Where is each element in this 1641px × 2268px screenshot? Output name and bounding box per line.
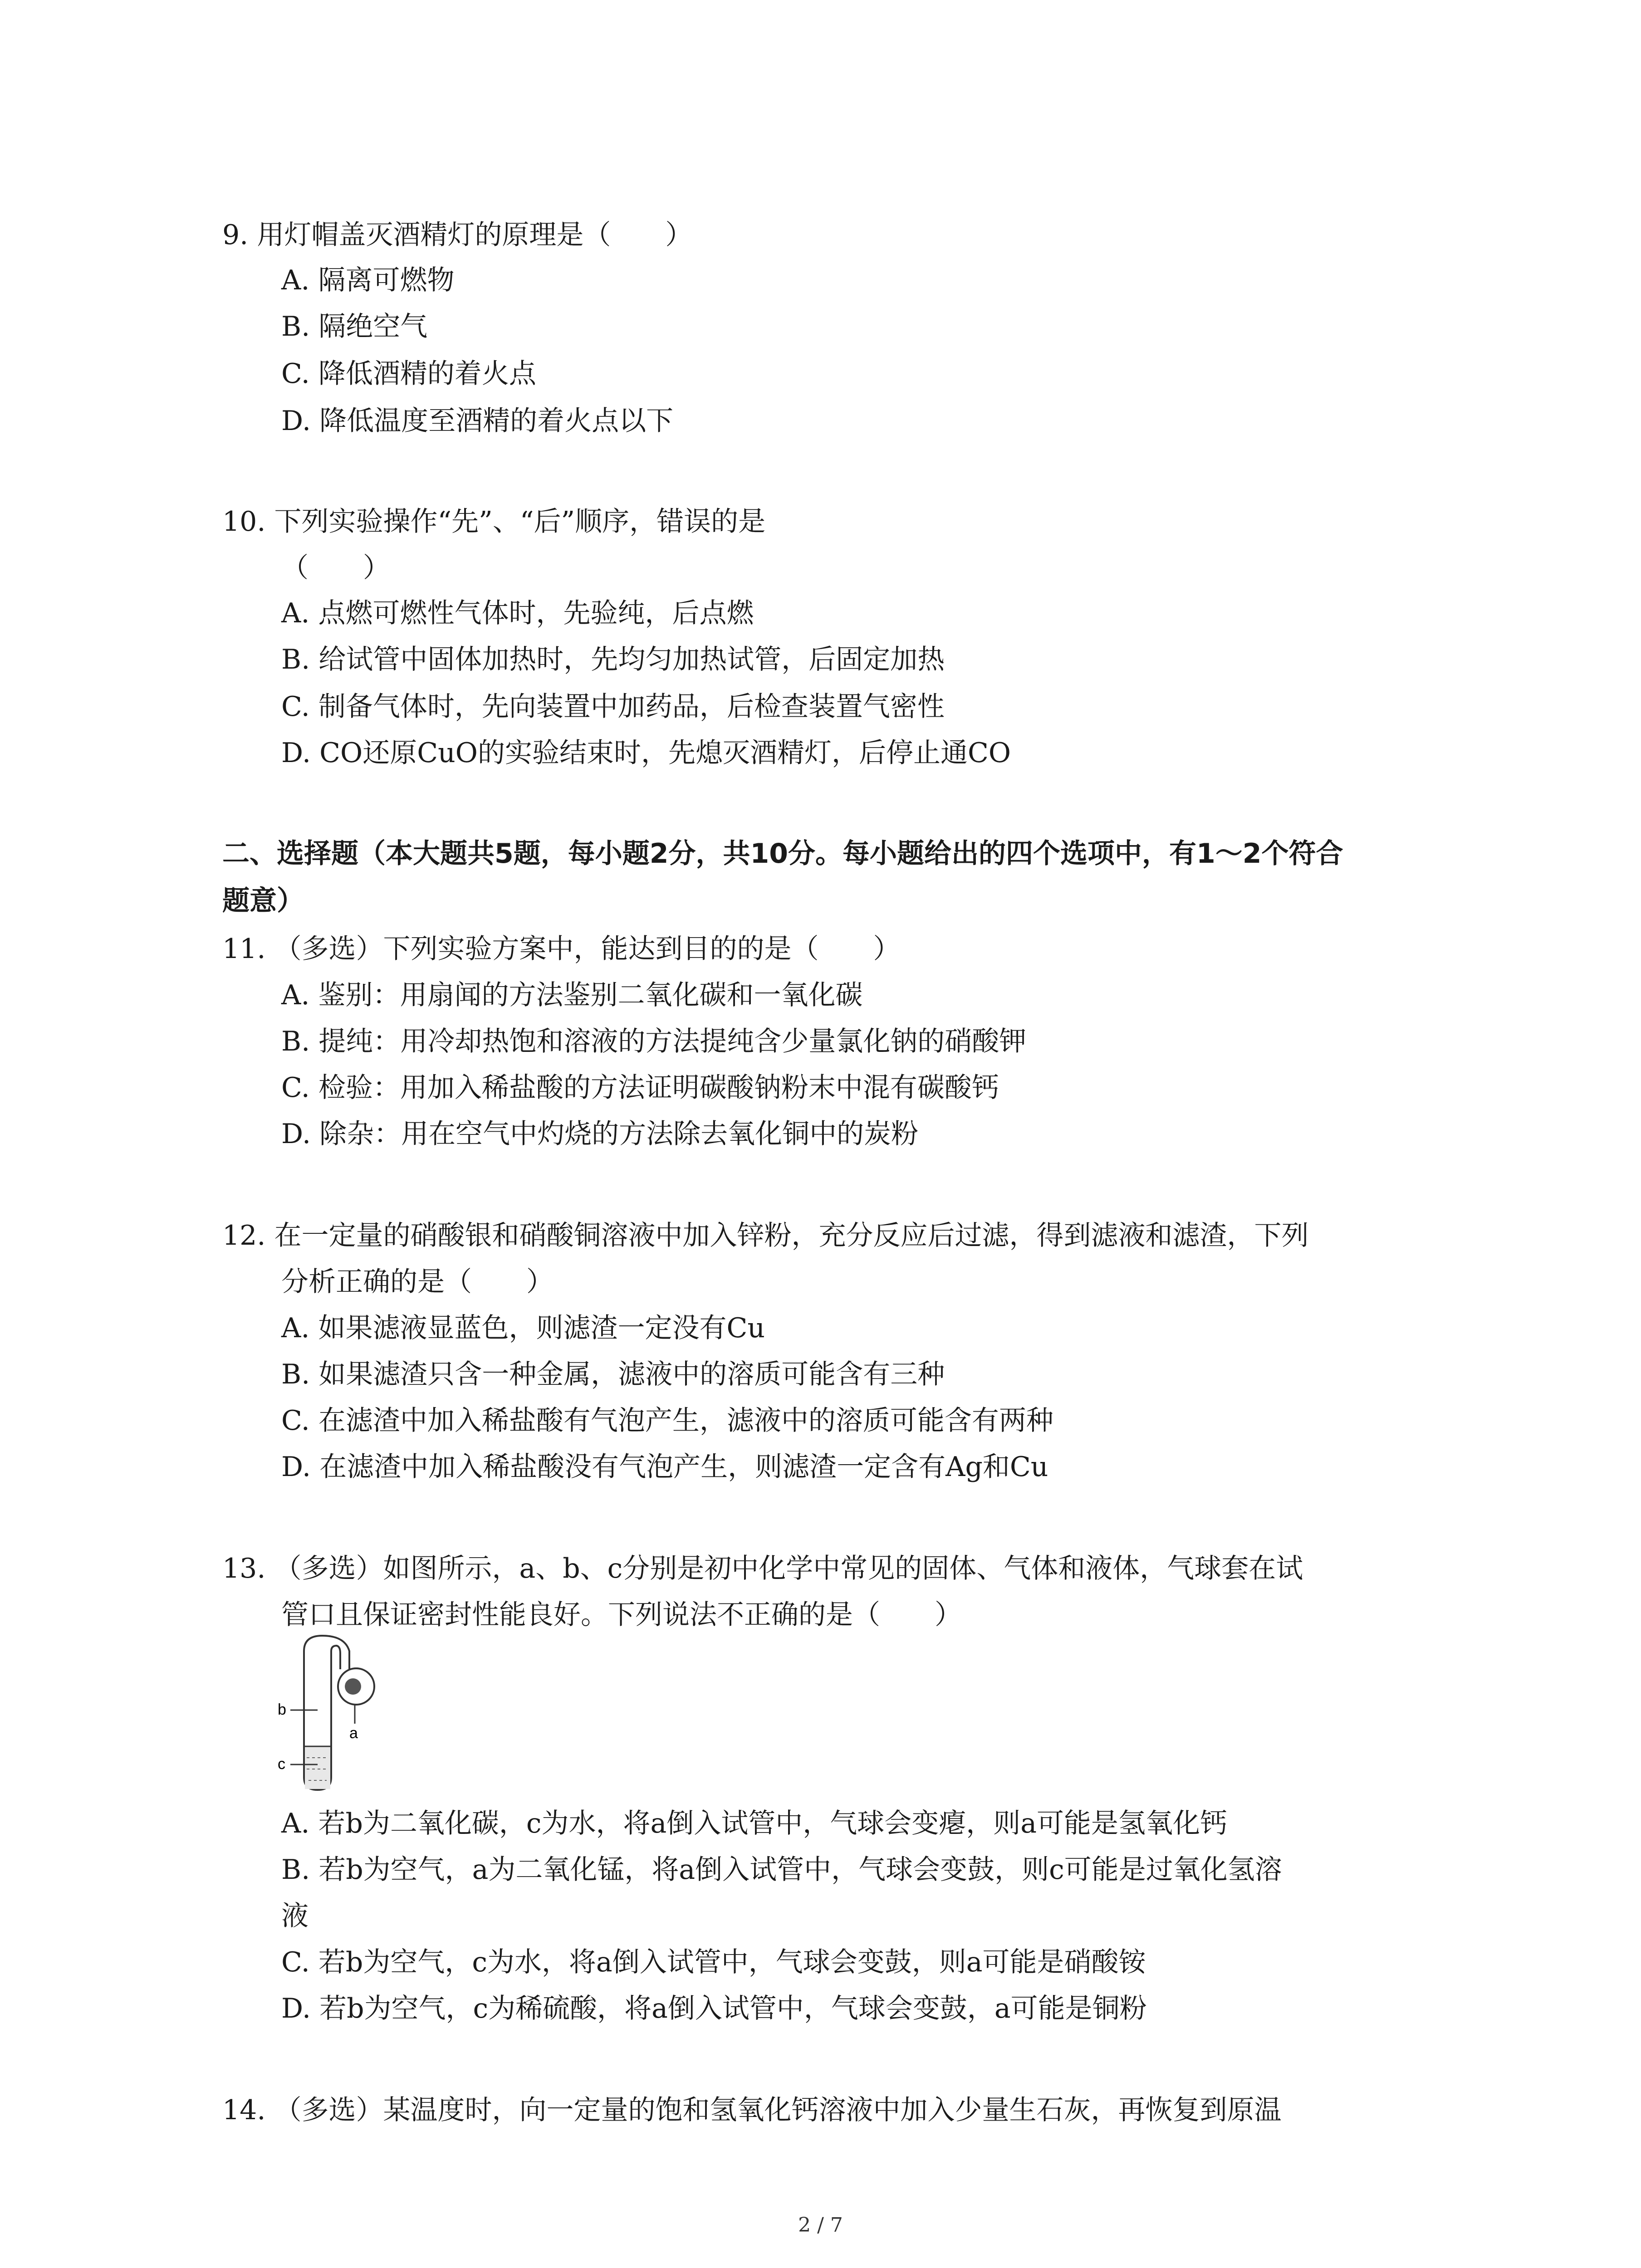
q11-stem: 11. （多选）下列实验方案中，能达到目的的是（ ） <box>222 933 901 965</box>
q10-option-c: C. 制备气体时，先向装置中加药品，后检查装置气密性 <box>281 691 945 723</box>
q13-stem-continued: 管口且保证密封性能良好。下列说法不正确的是（ ） <box>281 1599 962 1631</box>
q10-option-b: B. 给试管中固体加热时，先均匀加热试管，后固定加热 <box>281 644 945 675</box>
q11-option-d: D. 除杂：用在空气中灼烧的方法除去氧化铜中的炭粉 <box>281 1118 919 1150</box>
figure-label-b: b <box>278 1701 286 1718</box>
q9-option-a: A. 隔离可燃物 <box>281 264 455 296</box>
q12-stem-continued: 分析正确的是（ ） <box>281 1266 554 1298</box>
q13-stem: 13. （多选）如图所示，a、b、c分别是初中化学中常见的固体、气体和液体，气球套在试 <box>222 1553 1303 1584</box>
q13-option-d: D. 若b为空气，c为稀硫酸，将a倒入试管中，气球会变鼓，a可能是铜粉 <box>281 1993 1147 2024</box>
q11-option-c: C. 检验：用加入稀盐酸的方法证明碳酸钠粉末中混有碳酸钙 <box>281 1072 999 1104</box>
q12-option-b: B. 如果滤渣只含一种金属，滤液中的溶质可能含有三种 <box>281 1359 945 1390</box>
q10-option-d: D. CO还原CuO的实验结束时，先熄灭酒精灯，后停止通CO <box>281 737 1011 769</box>
figure-label-a: a <box>349 1725 358 1742</box>
q9-stem: 9. 用灯帽盖灭酒精灯的原理是（ ） <box>222 219 693 251</box>
q13-option-c: C. 若b为空气，c为水，将a倒入试管中，气球会变鼓，则a可能是硝酸铵 <box>281 1946 1146 1978</box>
q9-option-b: B. 隔绝空气 <box>281 311 428 342</box>
q13-option-a: A. 若b为二氧化碳，c为水，将a倒入试管中，气球会变瘪，则a可能是氢氧化钙 <box>281 1808 1228 1839</box>
q12-stem: 12. 在一定量的硝酸银和硝酸铜溶液中加入锌粉，充分反应后过滤，得到滤液和滤渣，下列 <box>222 1220 1309 1251</box>
test-tube-balloon-figure <box>277 1633 404 1796</box>
q12-option-a: A. 如果滤液显蓝色，则滤渣一定没有Cu <box>281 1312 765 1344</box>
q10-option-a: A. 点燃可燃性气体时，先验纯，后点燃 <box>281 597 754 629</box>
q10-stem-continued: （ ） <box>281 552 390 584</box>
q10-stem: 10. 下列实验操作“先”、“后”顺序，错误的是 <box>222 506 766 538</box>
section-heading: 二、选择题（本大题共5题，每小题2分，共10分。每小题给出的四个选项中，有1～2个符合 <box>222 838 1343 870</box>
figure-label-c: c <box>278 1755 285 1773</box>
q13-option-b: B. 若b为空气，a为二氧化锰，将a倒入试管中，气球会变鼓，则c可能是过氧化氢溶 <box>281 1854 1282 1886</box>
q14-stem: 14. （多选）某温度时，向一定量的饱和氢氧化钙溶液中加入少量生石灰，再恢复到原温 <box>222 2094 1282 2126</box>
q9-option-d: D. 降低温度至酒精的着火点以下 <box>281 405 674 437</box>
page-number: 2 / 7 <box>798 2214 843 2237</box>
q11-option-a: A. 鉴别：用扇闻的方法鉴别二氧化碳和一氧化碳 <box>281 979 863 1011</box>
q12-option-c: C. 在滤渣中加入稀盐酸有气泡产生，滤液中的溶质可能含有两种 <box>281 1405 1053 1437</box>
section-heading-continued: 题意） <box>222 885 304 917</box>
q13-option-b-continued: 液 <box>281 1900 309 1932</box>
q12-option-d: D. 在滤渣中加入稀盐酸没有气泡产生，则滤渣一定含有Ag和Cu <box>281 1451 1048 1483</box>
q11-option-b: B. 提纯：用冷却热饱和溶液的方法提纯含少量氯化钠的硝酸钾 <box>281 1026 1027 1057</box>
q9-option-c: C. 降低酒精的着火点 <box>281 358 536 390</box>
solid-a-dots <box>345 1678 361 1695</box>
